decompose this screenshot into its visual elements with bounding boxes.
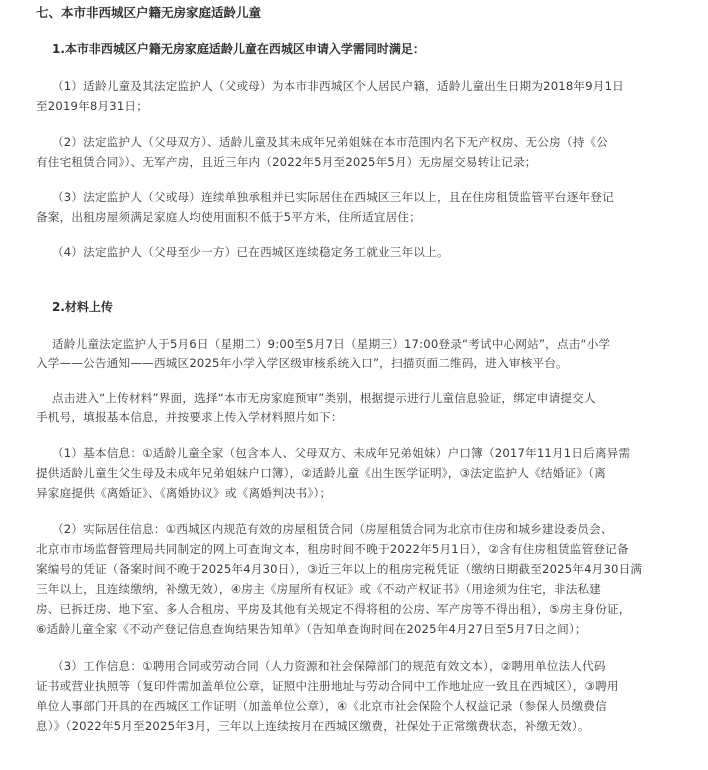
section-title: 七、本市非西城区户籍无房家庭适龄儿童 bbox=[36, 5, 262, 20]
document-page: 七、本市非西城区户籍无房家庭适龄儿童 1.本市非西城区户籍无房家庭适龄儿童在西城区申请入学需同时满足： （1）适龄儿童及其法定监护人（父或母）为本市非西城区个人居民户籍，适龄儿童出生日期为2018年9月1日 至2019年8月31日； （2）法定监护人（父母双方）、适龄儿童及其未成年兄弟姐妹在本市范围内名下无产权房、无公房（持《公 有住宅租赁合同》）、无军产房，且近三年内（2022年5月至2025年5月）无房屋交易转让记录； （3）法定监护人（父或母）连续单独承租并已实际居住在西城区三年以上，且在住房租赁监管平台逐年登记 备案，出租房屋须满足家庭人均使用面积不低于5平方米，住所适宜居住； （4）法定监护人（父母至少一方）已在西城区连续稳定务工就业三年以上。 2.材料上传 适龄儿童法定监护人于5月6日（星期二）9:00至5月7日（星期三）17:00登录“考试中心网站”，点击“小学 入学——公告通知——西城区2025年小学入学区级审核系统入口”，扫描页面二维码，进入审核平台。 点击进入“上传材料”界面，选择“本市无房家庭预审”类别，根据提示进行儿童信息验证，绑定申请提交人 手机号，填报基本信息，并按要求上传入学材料照片如下： （1）基本信息：①适龄儿童全家（包含本人、父母双方、未成年兄弟姐妹）户口簿（2017年11月1日后离异需 提供适龄儿童生父生母及未成年兄弟姐妹户口簿），②适龄儿童《出生医学证明》，③法定监护人《结婚证》（离 异家庭提供《离婚证》、《离婚协议》或《离婚判决书》）； （2）实际居住信息：①西城区内规范有效的房屋租赁合同（房屋租赁合同为北京市住房和城乡建设委员会、 北京市市场监督管理局共同制定的网上可查询文本，租房时间不晚于2022年5月1日），②含有住房租赁监管登记备 案编号的凭证（备案时间不晚于2025年4月30日），③近三年以上的租房完税凭证（缴纳日期截至2025年4月30日满 三年以上，且连续缴纳，补缴无效），④房主《房屋所有权证》或《不动产权证书》（用途须为住宅，非法私建 房、已拆迁房、地下室、多人合租房、平房及其他有关规定不得将租的公房、军产房等不得出租），⑤房主身份证， ⑥适龄儿童全家《不动产登记信息查询结果告知单》（告知单查询时间在2025年4月27日至5月7日之间）； （3）工作信息：①聘用合同或劳动合同（人力资源和社会保障部门的规范有效文本），②聘用单位法人代码 证书或营业执照等（复印件需加盖单位公章，证照中注册地址与劳动合同中工作地址应一致且在西城区），③聘用 单位人事部门开具的在西城区工作证明（加盖单位公章），④《北京市社会保险个人权益记录（参保人员缴费信 息）》（2022年5月至2025年3月，三年以上连续按月在西城区缴费，社保处于正常缴费状态，补缴无效）。 bbox=[36, 5, 643, 733]
upload-heading: 2.材料上传 bbox=[52, 300, 113, 314]
requirements-heading: 1.本市非西城区户籍无房家庭适龄儿童在西城区申请入学需同时满足： bbox=[52, 42, 425, 56]
